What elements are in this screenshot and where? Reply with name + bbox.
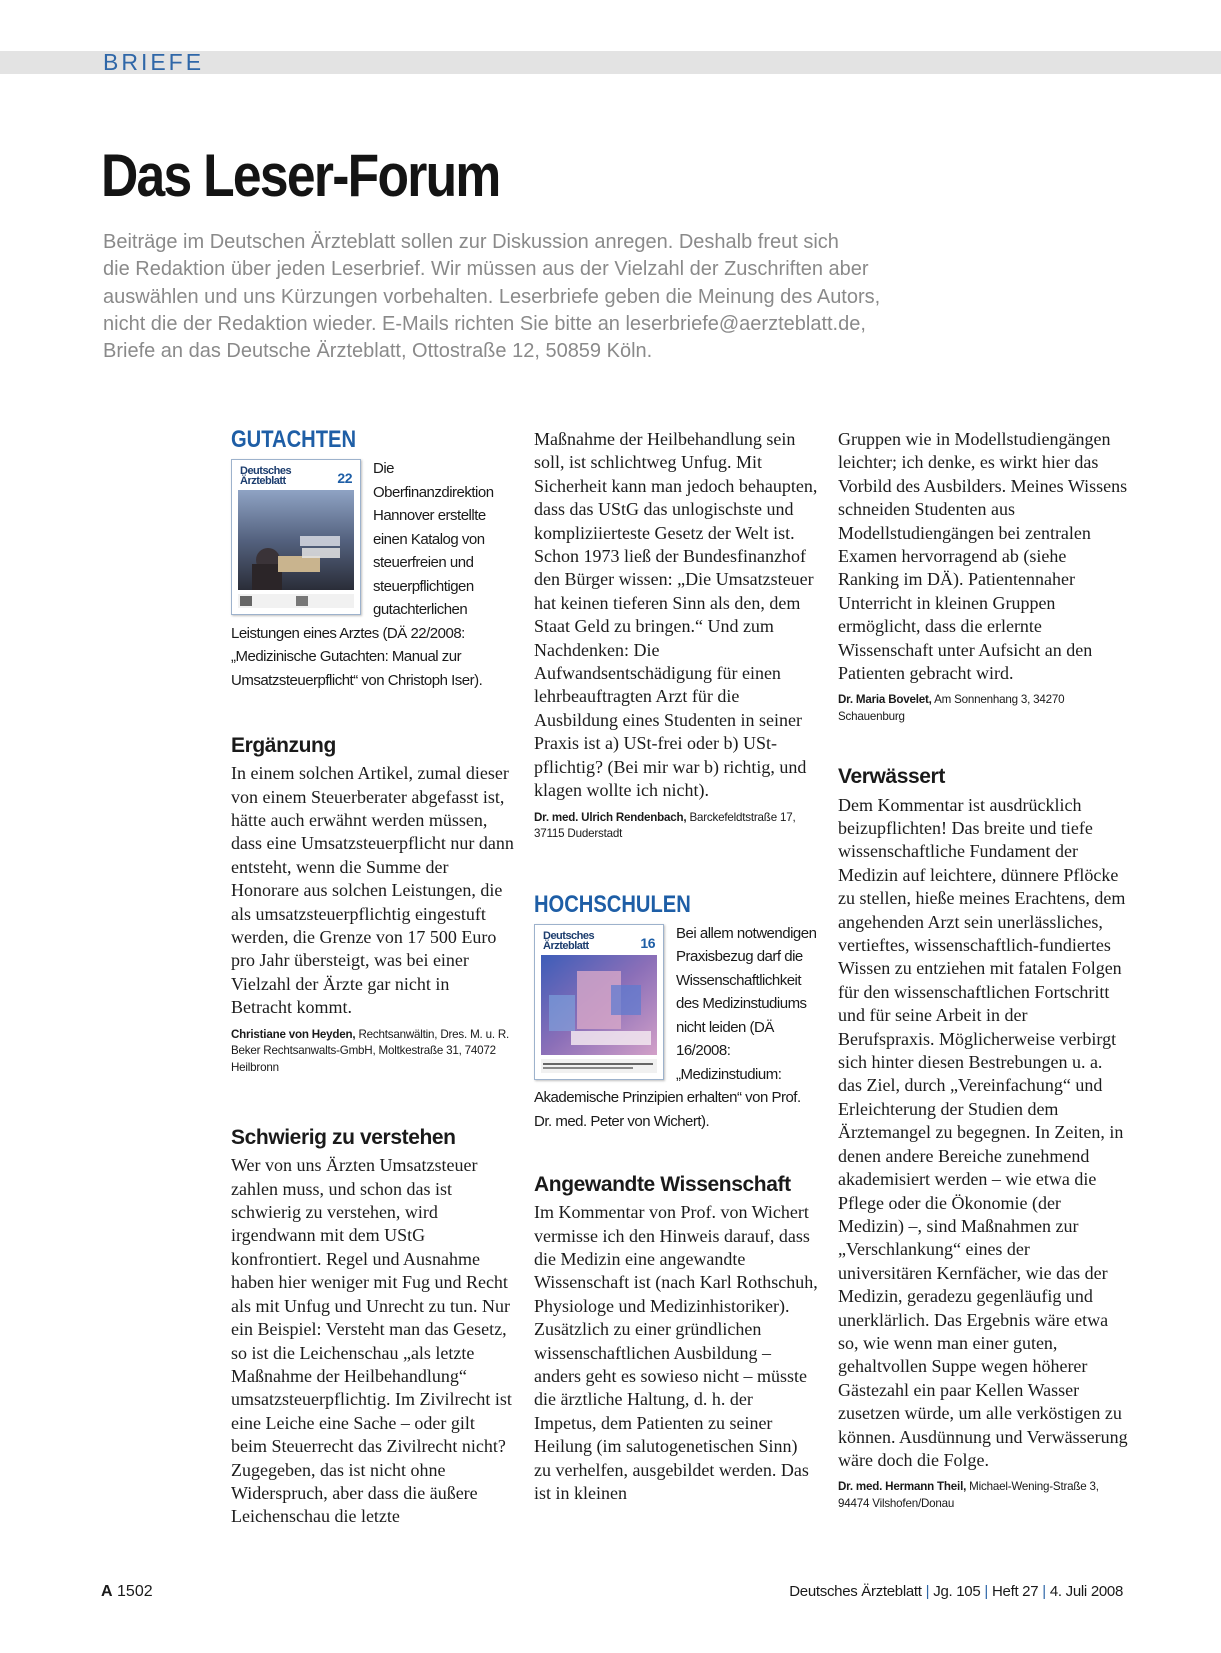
letter-signature-angewandte: [838, 692, 1128, 725]
intro-paragraph: [103, 229, 1023, 365]
separator: |: [984, 1583, 988, 1600]
cover-issue-number: 22: [337, 470, 352, 486]
journal-info: [789, 1583, 1123, 1600]
letter-body-ergaenzung: In einem solchen Artikel, zumal dieser von einem Steuerberater abgefasst ist, hätte auch erwähnt werden müssen, dass eine Umsatzsteuerpflicht nur dann entsteht, wenn die Summe der Honorare aus solchen Leistungen, die als umsatzsteuerpflichtig eingestuft werden, die Grenze von 17 500 Euro pro Jahr übersteigt, was bei einer Vielzahl der Ärzte gar nicht in Betracht kommt.: [231, 763, 514, 1018]
cover-title: Deutsches Ärzteblatt: [543, 929, 595, 952]
letter-heading-verwaessert: Verwässert: [838, 765, 945, 789]
cover-photo: [238, 490, 354, 590]
signature-name: Dr. Maria Bovelet,: [838, 693, 932, 707]
letter-body-schwierig-continued: Maßnahme der Heilbehandlung sein soll, ist schlichtweg Unfug. Mit Sicherheit kann man jedoch behaupten, dass das UStG das unlogischste und kompliziierteste Gesetz der Welt ist. Schon 1973 ließ der Bundesfinanzhof den Bürger wissen: „Die Umsatzsteuer hat keinen tieferen Sinn als den, dem Staat Geld zu bringen.“ Und zum Nachdenken: Die Aufwandsentschädigung für einen lehrbeauftragten Arzt für die Ausbildung eines Studenten in seiner Praxis ist a) USt-frei oder b) USt-pflichtig? (Bei mir war b) richtig, und klagen wollte ich nicht).: [534, 429, 818, 801]
column-3: [838, 428, 1128, 1512]
page-number: [101, 1583, 153, 1601]
intro-line: Briefe an das Deutsche Ärzteblatt, Ottostraße 12, 50859 Köln.: [103, 340, 653, 363]
intro-line: auswählen und uns Kürzungen vorbehalten. Leserbriefe geben die Meinung des Autors,: [103, 285, 881, 308]
journal-name: Deutsches Ärzteblatt: [789, 1583, 922, 1600]
signature-address: Rechtsanwältin, Dres. M. u. R. Beker Rechtsanwalts-GmbH, Moltkestraße 31, 74072 Heilbronn: [231, 1027, 510, 1074]
cover-strip: [238, 594, 354, 608]
signature-address: Barckefeldtstraße 17, 37115 Duderstadt: [534, 810, 796, 840]
letter-signature-schwierig: [534, 810, 818, 843]
journal-date: 4. Juli 2008: [1049, 1583, 1123, 1600]
cover-issue-number: 16: [640, 934, 655, 951]
magazine-cover-image: [534, 924, 664, 1080]
page-title: Das Leser-Forum: [101, 142, 500, 209]
journal-volume: Jg. 105: [933, 1583, 981, 1600]
journal-issue: Heft 27: [992, 1583, 1039, 1600]
intro-line: Beiträge im Deutschen Ärzteblatt sollen zur Diskussion anregen. Deshalb freut sich: [103, 231, 839, 253]
cover-photo: [541, 955, 657, 1055]
teaser-text: Bei allem notwendigen Praxisbezug darf die Wissenschaftlichkeit des Medizinstudiums nicht leiden (DÄ 16/2008: „Medizinstudium: Akademische Prinzipien erhalten“ von Prof. Dr. med. Peter von Wichert).: [534, 924, 817, 1130]
letter-body-angewandte-continued: Gruppen wie in Modellstudiengängen leichter; ich denke, es wirkt hier das Vorbild des Ausbilders. Meines Wissens schneiden Studenten aus Modellstudiengängen bei zentralen Examen hervorragend ab (siehe Ranking im DÄ). Patientennaher Unterricht in kleinen Gruppen ermöglicht, dass die erlernte Wissenschaft unter Aufsicht an den Patienten gebracht wird.: [838, 429, 1128, 684]
column-1: [231, 428, 514, 1529]
category-gutachten: GUTACHTEN: [231, 426, 357, 453]
column-2: [534, 428, 818, 1505]
letter-heading-ergaenzung: Ergänzung: [231, 734, 336, 757]
letter-heading-angewandte: Angewandte Wissenschaft: [534, 1173, 791, 1196]
letter-heading-schwierig: Schwierig zu verstehen: [231, 1126, 456, 1150]
cover-title: Deutsches Ärzteblatt: [240, 465, 292, 487]
teaser-text: Die Oberfinanzdirektion Hannover erstellte einen Katalog von steuerfreien und steuerpflichtigen gutachterlichen Leistungen eines Arztes (DÄ 22/2008: „Medizinische Gutachten: Manual zur Umsatzsteuerpflicht“ von Christoph Iser).: [231, 460, 494, 689]
letter-body-angewandte: Im Kommentar von Prof. von Wichert vermisse ich den Hinweis darauf, dass die Medizin eine angewandte Wissenschaft ist (nach Karl Rothschuh, Physiologe und Medizinhistoriker). Zusätzlich zu einer gründlichen wissenschaftlichen Ausbildung – anders geht es sowieso nicht – müsste die ärztliche Haltung, d. h. der Impetus, dem Patienten zu seiner Heilung (im salutogenetischen Sinn) zu verhelfen, ausgebildet werden. Das ist in kleinen: [534, 1202, 818, 1504]
magazine-cover-image: [231, 459, 361, 615]
letter-body-verwaessert: Dem Kommentar ist ausdrücklich beizupflichten! Das breite und tiefe wissenschaftliche Fundament der Medizin auf leichtere, dünnere Pflöcke zu stellen, hieße meines Erachtens, dem angehenden Arzt sein unerlässliches, vertieftes, wissenschaftlich-fundiertes Wissen zu entziehen mit fatalen Folgen für den wissenschaftlichen Fortschritt und für seine Arbeit in der Berufspraxis. Möglicherweise verbirgt sich hinter diesen Bestrebungen u. a. das Ziel, durch „Vereinfachung“ und Erleichterung der Studien dem Ärztemangel zu begegnen. In Zeiten, in denen andere Bereiche zunehmend akademisiert werden – wie etwa die Pflege oder die Ökonomie (der Medizin) –, sind Maßnahmen zur „Verschlankung“ eines der universitären Kernfächer, wie das der Medizin, geradezu gegenläufig und unerklärlich. Das Ergebnis wäre etwa so, wie wenn man einer guten, gehaltvollen Suppe wegen höherer Gästezahl ein paar Kellen Wasser zusetzen würde, um alle verköstigen zu können. Ausdünnung und Verwässerung wäre doch die Folge.: [838, 794, 1128, 1470]
letter-signature-ergaenzung: [231, 1027, 514, 1077]
teaser-gutachten: [231, 457, 514, 692]
signature-address: Am Sonnenhang 3, 34270 Schauenburg: [838, 693, 1065, 723]
page-number-value: 1502: [117, 1583, 153, 1600]
intro-line: die Redaktion über jeden Leserbrief. Wir müssen aus der Vielzahl der Zuschriften aber: [103, 258, 869, 281]
separator: |: [1042, 1583, 1046, 1600]
section-label: BRIEFE: [103, 49, 205, 75]
intro-line: nicht die der Redaktion wieder. E-Mails richten Sie bitte an leserbriefe@aerzteblatt.de,: [103, 312, 866, 335]
letter-body-schwierig: Wer von uns Ärzten Umsatzsteuer zahlen muss, und schon das ist schwierig zu verstehen, wird irgendwann mit dem UStG konfrontiert. Regel und Ausnahme haben hier weniger mit Fug und Recht als mit Unfug und Unrecht zu tun. Nur ein Beispiel: Versteht man das Gesetz, so ist die Leichenschau „als letzte Maßnahme der Heilbehandlung“ umsatzsteuerpflichtig. Im Zivilrecht ist eine Leiche eine Sache – oder gilt beim Steuerrecht das Zivilrecht nicht? Zugegeben, das ist nicht ohne Widerspruch, aber dass die äußere Leichenschau die letzte: [231, 1155, 512, 1527]
separator: |: [925, 1583, 930, 1600]
letter-signature-verwaessert: [838, 1479, 1128, 1512]
signature-name: Christiane von Heyden,: [231, 1027, 356, 1041]
teaser-hochschulen: [534, 922, 818, 1134]
signature-name: Dr. med. Hermann Theil,: [838, 1480, 967, 1494]
signature-name: Dr. med. Ulrich Rendenbach,: [534, 810, 687, 824]
cover-strip: [541, 1059, 657, 1073]
category-hochschulen: HOCHSCHULEN: [534, 890, 691, 918]
page-prefix: A: [101, 1583, 113, 1600]
signature-address: Michael-Wening-Straße 3, 94474 Vilshofen/Donau: [838, 1480, 1099, 1510]
